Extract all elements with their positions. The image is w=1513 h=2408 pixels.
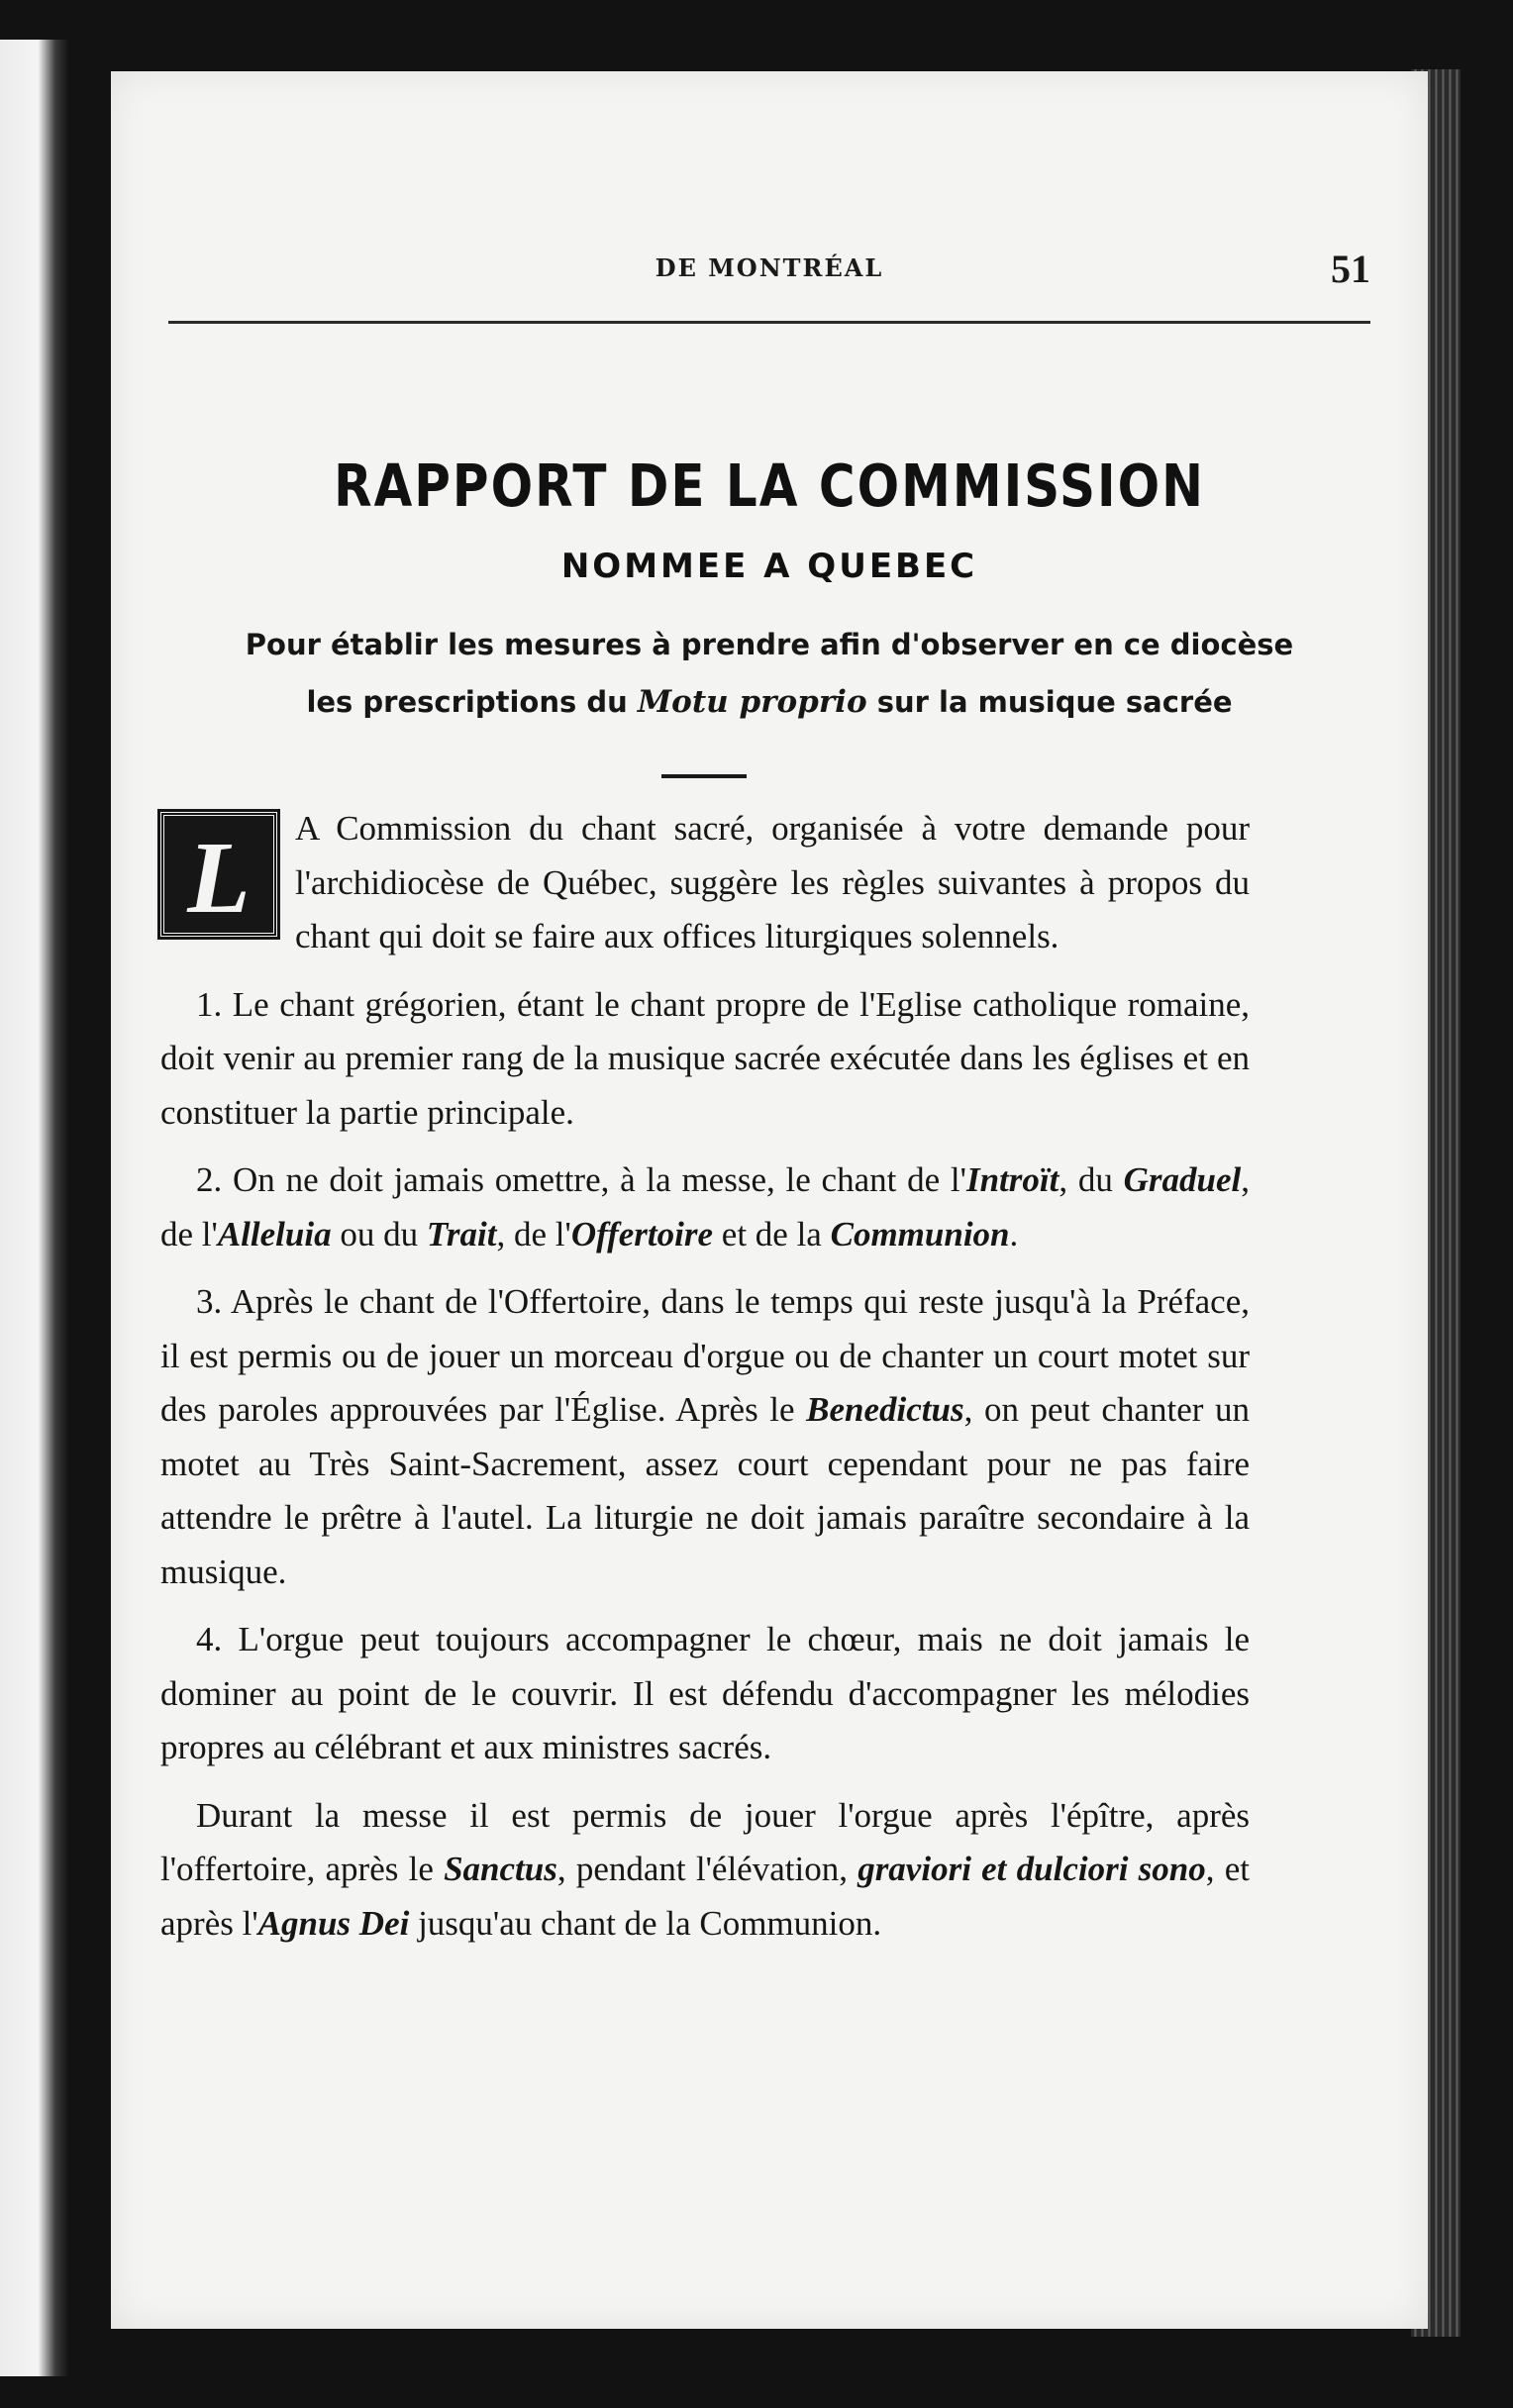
- running-head: DE MONTRÉAL: [655, 253, 884, 282]
- paragraph-5: [160, 1789, 1250, 1952]
- report-body: [160, 802, 1250, 1964]
- paragraph-3: [160, 1275, 1250, 1599]
- paragraph-1: 1. Le chant grégorien, étant le chant propre de l'Eglise catholique romaine, doit venir au premier rang de la musique sacrée exécutée dans les églises et en constituer la partie principale.: [160, 984, 1250, 1132]
- benedictus-italic: Benedictus: [806, 1390, 964, 1429]
- text: , et après l': [160, 1850, 1250, 1943]
- text: , pendant l'élévation,: [556, 1850, 858, 1888]
- intro-paragraph: [160, 802, 1250, 964]
- text: , de l': [496, 1214, 571, 1254]
- purpose-line-2: [151, 673, 1388, 731]
- book-page: [111, 71, 1428, 2329]
- intro-text: A Commission du chant sacré, organisée à votre demande pour l'archidiocèse de Québec, suggère les règles suivantes à propos du chant qui doit se faire aux offices liturgiques solennels.: [295, 809, 1250, 955]
- text: , du: [1059, 1160, 1124, 1199]
- agnus-dei-italic: Agnus Dei: [257, 1903, 410, 1943]
- text: , de l': [160, 1160, 1251, 1254]
- graduel-italic: Graduel: [1123, 1160, 1242, 1199]
- ornamental-dropcap: L: [160, 812, 277, 937]
- page-number: 51: [1331, 247, 1370, 291]
- purpose-line-1: Pour établir les mesures à prendre afin d'observer en ce diocèse: [245, 628, 1294, 661]
- purpose-text: sur la musique sacrée: [866, 685, 1233, 719]
- paragraph-2: [160, 1154, 1250, 1261]
- text: ou du: [331, 1214, 427, 1254]
- introit-italic: Introït: [965, 1160, 1059, 1199]
- text: .: [1009, 1214, 1019, 1254]
- purpose-text: les prescriptions du: [306, 685, 638, 719]
- report-title: RAPPORT DE LA COMMISSION: [334, 452, 1205, 521]
- alleluia-italic: Alleluia: [217, 1214, 332, 1254]
- report-purpose: [151, 616, 1388, 731]
- text: , on peut chanter un motet au Très Saint-Sacrement, assez court cependant pour ne pas faire attendre le prêtre à l'autel. La liturgie ne doit jamais paraître secondaire à la musique.: [160, 1390, 1250, 1591]
- trait-italic: Trait: [426, 1214, 497, 1254]
- latin-phrase-italic: graviori et dulciori sono: [857, 1850, 1206, 1888]
- communion-italic: Communion: [830, 1214, 1010, 1254]
- sanctus-italic: Sanctus: [444, 1850, 557, 1888]
- offertoire-italic: Offertoire: [570, 1214, 714, 1254]
- text: jusqu'au chant de la Communion.: [409, 1903, 882, 1943]
- report-subtitle: NOMMEE A QUEBEC: [560, 547, 978, 586]
- text: 3. Après le chant de l'Offertoire, dans le temps qui reste jusqu'à la Préface, il est permis ou de jouer un morceau d'orgue ou de chanter un court motet sur des paroles approuvées par l'Église. Après le: [160, 1282, 1250, 1429]
- text: et de la: [713, 1214, 831, 1254]
- motu-proprio-italic: Motu proprio: [637, 684, 867, 720]
- section-divider: [661, 774, 747, 778]
- adjacent-page-edge: [0, 40, 69, 2376]
- header-rule: [168, 321, 1370, 324]
- text: 2. On ne doit jamais omettre, à la messe, le chant de l': [196, 1160, 966, 1199]
- text: Durant la messe il est permis de jouer l'orgue après l'épître, après l'offertoire, après le: [160, 1795, 1250, 1888]
- paragraph-4: 4. L'orgue peut toujours accompagner le chœur, mais ne doit jamais le dominer au point de le couvrir. Il est défendu d'accompagner les mélodies propres au célébrant et aux ministres sacrés.: [160, 1620, 1250, 1766]
- page-header: [168, 247, 1370, 305]
